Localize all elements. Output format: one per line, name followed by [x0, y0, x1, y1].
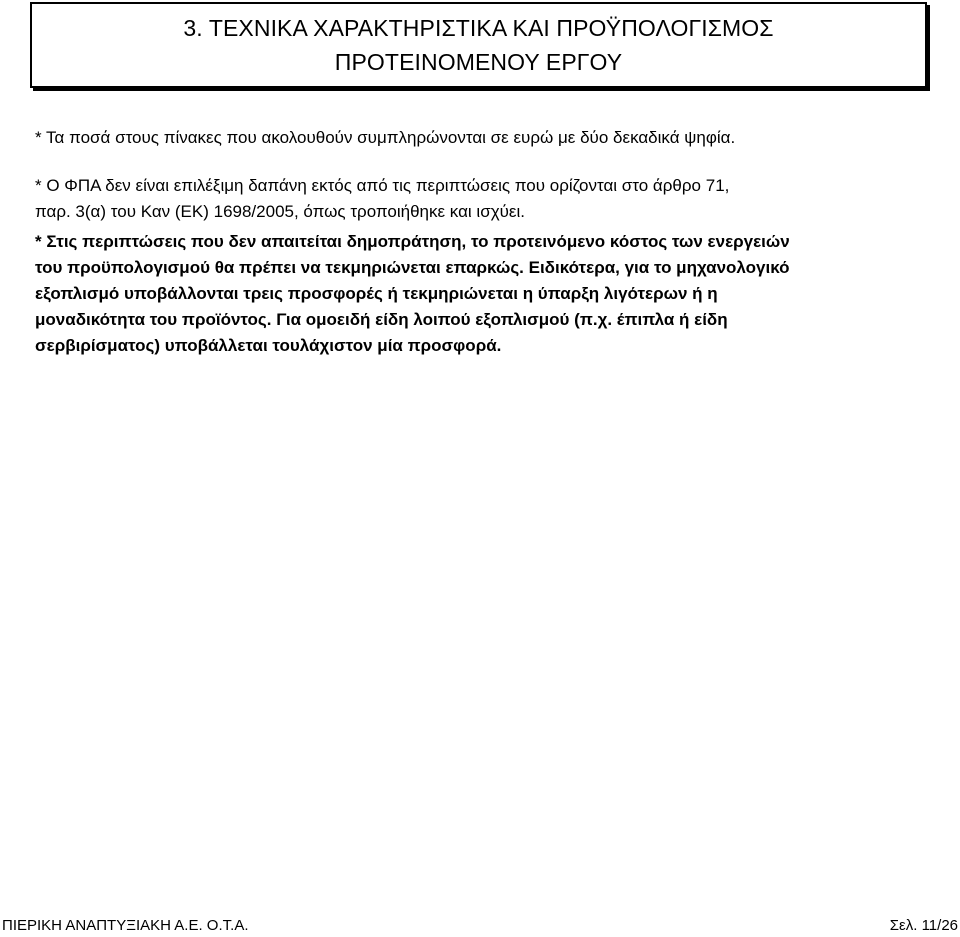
note-line: σερβιρίσματος) υποβάλλεται τουλάχιστον μία προσφορά. [35, 336, 502, 355]
note-line: παρ. 3(α) του Καν (ΕΚ) 1698/2005, όπως τροποιήθηκε και ισχύει. [35, 202, 525, 221]
note-line: * Ο ΦΠΑ δεν είναι επιλέξιμη δαπάνη εκτός από τις περιπτώσεις που ορίζονται στο άρθρο 71, [35, 176, 730, 195]
note-tendering [35, 229, 925, 359]
section-title-box [30, 2, 927, 88]
note-line: μοναδικότητα του προϊόντος. Για ομοειδή είδη λοιπού εξοπλισμού (π.χ. έπιπλα ή είδη [35, 310, 728, 329]
section-title-line-1: 3. ΤΕΧΝΙΚΑ ΧΑΡΑΚΤΗΡΙΣΤΙΚΑ ΚΑΙ ΠΡΟΫΠΟΛΟΓΙΣΜΟΣ [183, 15, 774, 41]
note-currency [35, 125, 925, 151]
note-line: * Στις περιπτώσεις που δεν απαιτείται δημοπράτηση, το προτεινόμενο κόστος των ενεργειών [35, 232, 790, 251]
note-line: * Τα ποσά στους πίνακες που ακολουθούν συμπληρώνονται σε ευρώ με δύο δεκαδικά ψηφία. [35, 128, 736, 147]
section-title-line-2: ΠΡΟΤΕΙΝΟΜΕΝΟΥ ΕΡΓΟΥ [334, 49, 623, 75]
note-line: του προϋπολογισμού θα πρέπει να τεκμηριώνεται επαρκώς. Ειδικότερα, για το μηχανολογικό [35, 258, 790, 277]
note-vat [35, 173, 925, 225]
footer-organization: ΠΙΕΡΙΚΗ ΑΝΑΠΤΥΞΙΑΚΗ Α.Ε. Ο.Τ.Α. [2, 917, 249, 934]
footer-page-number: Σελ. 11/26 [889, 917, 958, 934]
note-line: εξοπλισμό υποβάλλονται τρεις προσφορές ή τεκμηριώνεται η ύπαρξη λιγότερων ή η [35, 284, 718, 303]
